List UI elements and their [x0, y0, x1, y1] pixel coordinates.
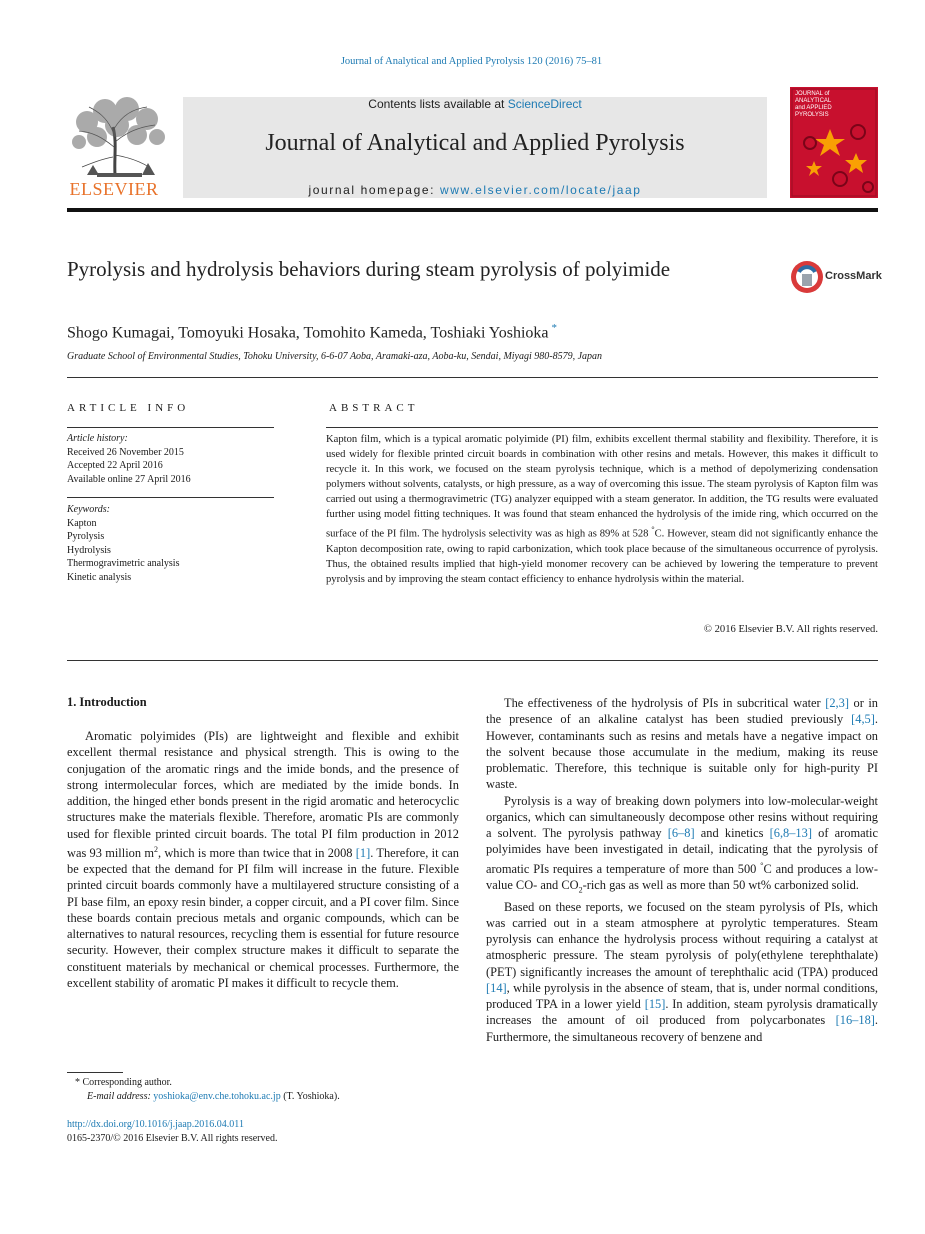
journal-cover-image [790, 87, 878, 198]
keyword-item: Thermogravimetric analysis [67, 558, 180, 569]
homepage-line: journal homepage: www.elsevier.com/locate/jaap [308, 183, 642, 197]
journal-citation-link[interactable]: Journal of Analytical and Applied Pyrolysis 120 (2016) 75–81 [340, 56, 603, 67]
article-history [67, 432, 191, 486]
abstract-heading: ABSTRACT [329, 402, 419, 414]
reference-link[interactable]: [2,3] [825, 696, 849, 710]
cover-title: JOURNAL of ANALYTICAL and APPLIED PYROLYSIS [795, 91, 832, 118]
body-column-right [486, 695, 878, 1045]
body-paragraph: Based on these reports, we focused on the steam pyrolysis of PIs, which was carried out in a steam atmosphere at pyrolytic temperatures. Steam pyrolysis can enhance the hydrolysis process without requiring a catalyst at atmospheric pressure. The steam pyrolysis of poly(ethylene terephthalate) (PET) significantly increases the amount of terephthalic acid (TPA) produced [14], while pyrolysis in the absence of steam, that is, under normal conditions, produced TPA in a lower yield [15]. In addition, steam pyrolysis dramatically increases the amount of oil produced from polycarbonates [16–18]. Furthermore, the simultaneous recovery of benzene and [486, 899, 878, 1044]
authors: Shogo Kumagai, Tomoyuki Hosaka, Tomohito Kameda, Toshiaki Yoshioka * [67, 322, 558, 342]
keyword-item: Kinetic analysis [67, 571, 132, 583]
abstract-copyright: © 2016 Elsevier B.V. All rights reserved. [703, 624, 878, 635]
body-paragraph: Pyrolysis is a way of breaking down polymers into low-molecular-weight organics, which can simultaneously decompose other resins without requiring a solvent. The pyrolysis pathway [6–8] and kinetics [6,8–13] of aromatic polyimides have been investigated in detail, indicating that the pyrolysis of aromatic PIs requires a temperature of more than 500 °C and produces a low-value CO- and $CO_2$-rich gas as well as more than 50 wt% carbonized solid. [486, 793, 878, 895]
journal-homepage-link[interactable]: www.elsevier.com/locate/jaap [440, 183, 642, 197]
keywords-rule [67, 497, 274, 498]
header-rule [67, 208, 878, 212]
history-received: Received 26 November 2015 [67, 446, 184, 458]
abstract-bottom-rule [67, 660, 878, 661]
elsevier-logo [67, 97, 174, 200]
body-paragraph: Aromatic polyimides (PIs) are lightweight and flexible and exhibit excellent thermal resistance and physical strength. This is owing to the conjugation of the aromatic rings and the imide bonds, and the presence of strong intermolecular forces, which are mediated by the imide bonds. In addition, the hinged ether bonds present in the rigid aromatic and heterocyclic structures make the materials flexible. Therefore, aromatic PIs are commonly used for flexible printed circuit boards. The total PI film production in 2012 was 93 million $m^2$, which is more than twice that in 2008 [1]. Therefore, it can be expected that the demand for PI film will increase in the future. Flexible printed circuit boards commonly have a multilayered structure consisting of a PI base film, an epoxy resin binder, a copper circuit, and a PI cover film. Since these boards contain precious metals and organic compounds, which can be alternatives to natural resources, recycling them is essential for future resource security. However, their complex structure makes it difficult to separate the constituent materials by mechanical or chemical processes. Furthermore, the excellent stability of aromatic PI makes it difficult to recycle them. [67, 729, 459, 990]
reference-link[interactable]: [6–8] [667, 826, 695, 840]
corresponding-author-note: * Corresponding author. [75, 1077, 172, 1088]
sciencedirect-link[interactable]: ScienceDirect [507, 97, 582, 111]
reference-link[interactable]: [14] [486, 980, 507, 995]
abstract-rule [326, 427, 878, 428]
history-online: Available online 27 April 2016 [67, 473, 191, 485]
history-accepted: Accepted 22 April 2016 [67, 460, 163, 471]
keyword-item: Hydrolysis [67, 544, 111, 556]
corresponding-author-mark[interactable]: * [551, 322, 558, 334]
issn-copyright: 0165-2370/© 2016 Elsevier B.V. All rights reserved. [67, 1133, 278, 1144]
abstract-text: Kapton film, which is a typical aromatic polyimide (PI) film, exhibits excellent thermal stability and flexibility. Therefore, it is used widely for flexible printed circuit boards in combination with other resins and metals. However, this makes it difficult to recycle it. In this work, we focused on the steam pyrolysis technique, which is a method of depolymerizing condensation polymers without solvents, catalysts, or high pressure, as a way of overcoming this issue. The steam pyrolysis of Kapton film was carried out using a thermogravimetric (TG) analyzer equipped with a steam generator. In addition, the TG results were evaluated further using model fitting techniques. It was found that steam enhanced the hydrolysis of the imide ring, which occurred on the surface of the PI film. The hydrolysis selectivity was as high as 89% at 528 °C. However, steam did not significantly enhance the Kapton decomposition rate, owing to rapid carbonization, which took place because of the simultaneous occurrence of pyrolysis. Thus, the obtained results implied that high-yield monomer recovery can be achieved by lowering the temperature to prevent pyrolysis and by improving the steam contact efficiency to enhance hydrolysis within the material. [326, 434, 879, 585]
email-link[interactable]: yoshioka@env.che.tohoku.ac.jp [153, 1091, 281, 1102]
reference-link[interactable]: [16–18] [835, 1013, 875, 1028]
doi-link[interactable]: http://dx.doi.org/10.1016/j.jaap.2016.04.011 [67, 1119, 244, 1130]
article-title: Pyrolysis and hydrolysis behaviors during steam pyrolysis of polyimide [67, 257, 671, 281]
reference-link[interactable]: [1] [355, 845, 371, 860]
crossmark-label: CrossMark [825, 270, 882, 282]
degree-symbol: ° [651, 525, 655, 534]
contents-line: Contents lists available at ScienceDirect [368, 97, 582, 111]
body-paragraph: The effectiveness of the hydrolysis of PIs in subcritical water [2,3] or in the presence of an alkaline catalyst has been studied previously [4,5]. However, contaminants such as resins and metals have a negative impact on the solvent because those accumulate in the medium, making its reuse problematic. Therefore, this technique is suitable only for high-purity PI waste. [486, 696, 879, 792]
journal-banner [183, 97, 767, 198]
article-info-rule [67, 427, 274, 428]
crossmark-icon [789, 259, 825, 295]
keyword-item: Kapton [67, 517, 97, 529]
journal-title: Journal of Analytical and Applied Pyrolysis [265, 130, 685, 156]
history-label: Article history: [67, 433, 128, 444]
reference-link[interactable]: [15] [644, 997, 666, 1012]
keywords-label: Keywords: [67, 504, 110, 515]
title-rule [67, 377, 878, 378]
reference-link[interactable]: [4,5] [851, 712, 875, 727]
keyword-item: Pyrolysis [67, 531, 105, 542]
affiliation: Graduate School of Environmental Studies, Tohoku University, 6-6-07 Aoba, Aramaki-aza, Aoba-ku, Sendai, Miyagi 980-8579, Japan [67, 351, 603, 362]
section-heading-introduction: 1. Introduction [67, 695, 147, 709]
footnote-rule [67, 1072, 123, 1073]
keywords [67, 503, 179, 584]
article-info-heading: ARTICLE INFO [67, 402, 190, 414]
publisher-logo-text: ELSEVIER [69, 179, 159, 199]
email-note: E-mail address: yoshioka@env.che.tohoku.ac.jp (T. Yoshioka). [87, 1091, 340, 1102]
body-column-left [67, 728, 459, 991]
reference-link[interactable]: [6,8–13] [769, 826, 812, 840]
